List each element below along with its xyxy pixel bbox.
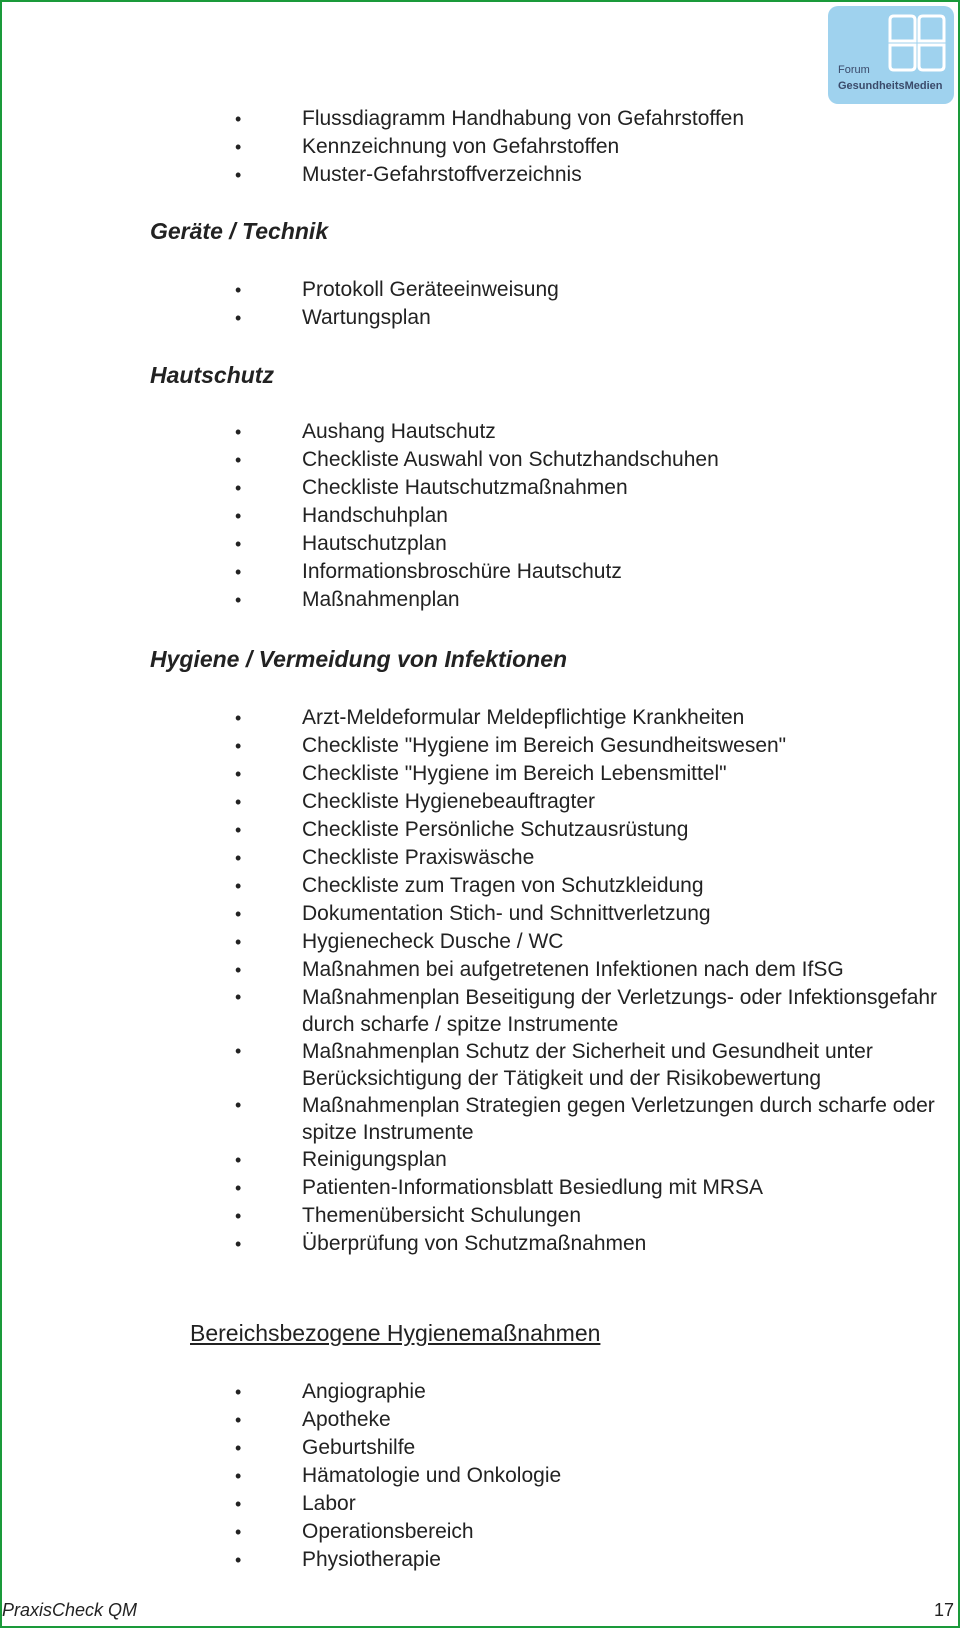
list-item: • Maßnahmenplan Strategien gegen Verletzungen durch scharfe oder spitze Instrumente: [235, 1094, 935, 1144]
list-item: • Maßnahmenplan: [235, 588, 460, 611]
list-item: • Physiotherapie: [235, 1548, 441, 1571]
list-item: • Checkliste zum Tragen von Schutzkleidung: [235, 874, 704, 897]
list-item: • Überprüfung von Schutzmaßnahmen: [235, 1232, 647, 1255]
list-item: • Hautschutzplan: [235, 532, 447, 555]
list-item: • Checkliste Hautschutzmaßnahmen: [235, 476, 628, 499]
list-item: • Dokumentation Stich- und Schnittverletzung: [235, 902, 711, 925]
forum-gesundheitsmedien-logo: [828, 6, 954, 104]
list-item: • Maßnahmenplan Beseitigung der Verletzungs- oder Infektionsgefahr durch scharfe / spitze Instrumente: [235, 986, 938, 1036]
list-item: • Apotheke: [235, 1408, 391, 1431]
list-item: • Informationsbroschüre Hautschutz: [235, 560, 622, 583]
list-item: • Operationsbereich: [235, 1520, 474, 1543]
list-item: • Checkliste "Hygiene im Bereich Gesundheitswesen": [235, 734, 787, 757]
list-item: • Themenübersicht Schulungen: [235, 1204, 582, 1227]
list-item: • Flussdiagramm Handhabung von Gefahrstoffen: [235, 107, 745, 130]
logo-line-forum: Forum: [838, 64, 870, 76]
list-item: • Labor: [235, 1492, 356, 1515]
hautschutz-list: [2, 418, 958, 614]
list-item: • Handschuhplan: [235, 504, 448, 527]
list-item: • Kennzeichnung von Gefahrstoffen: [235, 135, 620, 158]
list-item: • Checkliste Praxiswäsche: [235, 846, 535, 869]
list-item: • Checkliste "Hygiene im Bereich Lebensmittel": [235, 762, 727, 785]
list-item: • Geburtshilfe: [235, 1436, 416, 1459]
footer-title: PraxisCheck QM: [2, 1600, 138, 1620]
list-item: • Angiographie: [235, 1380, 426, 1403]
list-item: • Maßnahmenplan Schutz der Sicherheit und Gesundheit unter Berücksichtigung der Tätigkeit und der Risikobewertung: [235, 1040, 873, 1090]
list-item: • Checkliste Persönliche Schutzausrüstung: [235, 818, 689, 841]
list-item: • Checkliste Hygienebeauftragter: [235, 790, 595, 813]
list-item: • Arzt-Meldeformular Meldepflichtige Krankheiten: [235, 706, 745, 729]
list-item: • Maßnahmen bei aufgetretenen Infektionen nach dem IfSG: [235, 958, 844, 981]
list-item: • Checkliste Auswahl von Schutzhandschuhen: [235, 448, 719, 471]
list-item: • Reinigungsplan: [235, 1148, 447, 1171]
section-heading-hygiene: Hygiene / Vermeidung von Infektionen: [150, 646, 568, 672]
hygiene-list: [2, 704, 958, 1258]
list-item: • Hygienecheck Dusche / WC: [235, 930, 564, 953]
section-heading-hautschutz: Hautschutz: [150, 362, 274, 388]
list-item: • Hämatologie und Onkologie: [235, 1464, 562, 1487]
bereich-list: [2, 1378, 958, 1574]
geraete-list: [2, 276, 958, 332]
section-heading-geraete: Geräte / Technik: [150, 218, 329, 244]
list-item: • Aushang Hautschutz: [235, 420, 496, 443]
list-item: • Wartungsplan: [235, 306, 431, 329]
list-item: • Muster-Gefahrstoffverzeichnis: [235, 163, 582, 186]
list-item: • Patienten-Informationsblatt Besiedlung mit MRSA: [235, 1176, 764, 1199]
subsection-heading-bereichsbezogen: Bereichsbezogene Hygienemaßnahmen: [190, 1320, 601, 1346]
gefahrstoffe-list: [2, 105, 958, 189]
logo-line-gesundheitsmedien: GesundheitsMedien: [838, 80, 943, 92]
page-number: 17: [933, 1600, 954, 1620]
list-item: • Protokoll Geräteeinweisung: [235, 278, 559, 301]
